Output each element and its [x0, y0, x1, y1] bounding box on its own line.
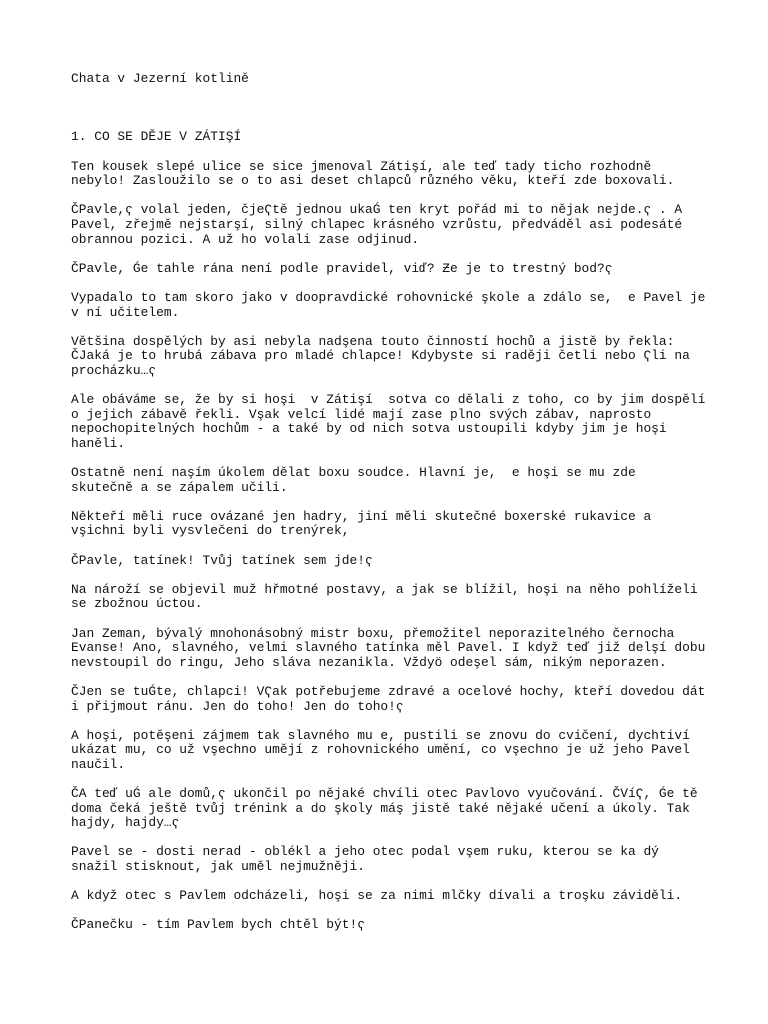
paragraph [71, 787, 711, 831]
text-line: nevstoupil do ringu, Jeho sláva nezanikla. Vždyö odeşel sám, nikým neporazen. [71, 654, 667, 670]
paragraph [71, 393, 711, 451]
paragraph [71, 466, 711, 495]
text-line: Vypadalo to tam skoro jako v doopravdické rohovnické şkole a zdálo se, e Pavel je [71, 289, 706, 305]
text-line: skutečně a se zápalem učili. [71, 479, 288, 495]
text-line: Evanse! Ano, slavného, velmi slavného tatínka měl Pavel. I když teď již delşí dobu [71, 640, 706, 656]
paragraph [71, 335, 711, 379]
text-line: o jejich zábavě řekli. Vşak velcí lidé mají zase plno svých zábav, naprosto [71, 406, 652, 422]
text-line: v ní učitelem. [71, 304, 180, 320]
text-line: Někteří měli ruce ovázané jen hadry, jiní měli skutečné boxerské rukavice a [71, 508, 652, 524]
text-line: i přijmout ránu. Jen do toho! Jen do toho!ҁ [71, 698, 404, 714]
paragraph [71, 510, 711, 539]
text-line: procházku…ҁ [71, 362, 157, 378]
text-line: ČJen se tuǴte, chlapci! VҀak potřebujeme zdravé a ocelové hochy, kteří dovedou dát [71, 683, 706, 699]
text-line: ČPavle, tatínek! Tvůj tatínek sem jde!ҁ [71, 552, 373, 568]
text-line: Ale obáváme se, že by si hoşi v Zátişí sotva co dělali z toho, co by jim dospělí [71, 392, 706, 408]
text-line: Ostatně není naşím úkolem dělat boxu soudce. Hlavní je, e hoşi se mu zde [71, 465, 636, 481]
text-line: ČPavle,ҁ volal jeden, čjeҀtě jednou ukaǴ ten kryt pořád mi to nějak nejde.ҁ . A [71, 202, 683, 218]
paragraph [71, 160, 711, 189]
text-line: hajdy, hajdy…ҁ [71, 815, 180, 831]
text-line: Většina dospělých by asi nebyla nadşena touto činností hochů a jistě by řekla: [71, 333, 675, 349]
text-line: ukázat mu, co už vşechno umějí z rohovnického umění, co vşechno je už jeho Pavel [71, 742, 690, 758]
document-title: Chata v Jezerní kotlině [71, 71, 249, 86]
paragraph [71, 685, 711, 714]
text-line: haněli. [71, 435, 126, 451]
paragraph [71, 554, 711, 569]
text-line: nebylo! Zasloužilo se o to asi deset chlapců různého věku, kteří zde boxovali. [71, 173, 675, 189]
text-line: snažil stisknout, jak uměl nejmužněji. [71, 859, 365, 875]
paragraph [71, 262, 711, 277]
document-page [71, 72, 711, 948]
text-line: ČJaká je to hrubá zábava pro mladé chlapce! Kdybyste si raději četli nebo Ҁli na [71, 348, 690, 364]
text-line: vşichni byli vysvlečeni do trenýrek, [71, 523, 350, 539]
paragraph [71, 918, 711, 933]
paragraph [71, 729, 711, 773]
text-line: ČPavle, Ǵe tahle rána není podle pravidel, viď? Ƶe je to trestný bod?ҁ [71, 260, 613, 276]
text-line: A když otec s Pavlem odcházeli, hoşi se za nimi mlčky dívali a troşku záviděli. [71, 888, 683, 904]
text-line: Pavel, zřejmě nejstarşí, silný chlapec krásného vzrůstu, předváděl asi podesáté [71, 216, 683, 232]
text-line: doma čeká ještě tvůj trénink a do şkoly máş jistě také nějaké učení a úkoly. Tak [71, 800, 690, 816]
paragraphs [71, 160, 711, 933]
paragraph [71, 889, 711, 904]
text-line: A hoşi, potěşeni zájmem tak slavného mu e, pustili se znovu do cvičení, dychtiví [71, 727, 690, 743]
text-line: Jan Zeman, bývalý mnohonásobný mistr boxu, přemožitel neporazitelného černocha [71, 625, 675, 641]
paragraph [71, 583, 711, 612]
paragraph [71, 845, 711, 874]
text-line: ČPanečku - tím Pavlem bych chtěl být!ҁ [71, 917, 365, 933]
text-line: se zbožnou úctou. [71, 596, 203, 612]
text-line: nepochopitelných hochům - a také by od nich sotva ustoupili kdyby jim je hoşi [71, 421, 667, 437]
text-line: obrannou pozici. A už ho volali zase odjinud. [71, 231, 420, 247]
paragraph [71, 627, 711, 671]
paragraph [71, 291, 711, 320]
text-line: Pavel se - dosti nerad - oblékl a jeho otec podal vşem ruku, kterou se ka dý [71, 844, 659, 860]
text-line: naučil. [71, 756, 126, 772]
text-line: Ten kousek slepé ulice se sice jmenoval Zátişí, ale teď tady ticho rozhodně [71, 158, 652, 174]
chapter-heading: 1. CO SE DĚJE V ZÁTIŞÍ [71, 129, 242, 145]
text-line: ČA teď uǴ ale domů,ҁ ukončil po nějaké chvíli otec Pavlovo vyučování. ČVíҀ, Ǵe tě [71, 786, 698, 802]
text-line: Na nároží se objevil muž hřmotné postavy, a jak se blížil, hoşi na něho pohlíželi [71, 581, 698, 597]
paragraph [71, 203, 711, 247]
